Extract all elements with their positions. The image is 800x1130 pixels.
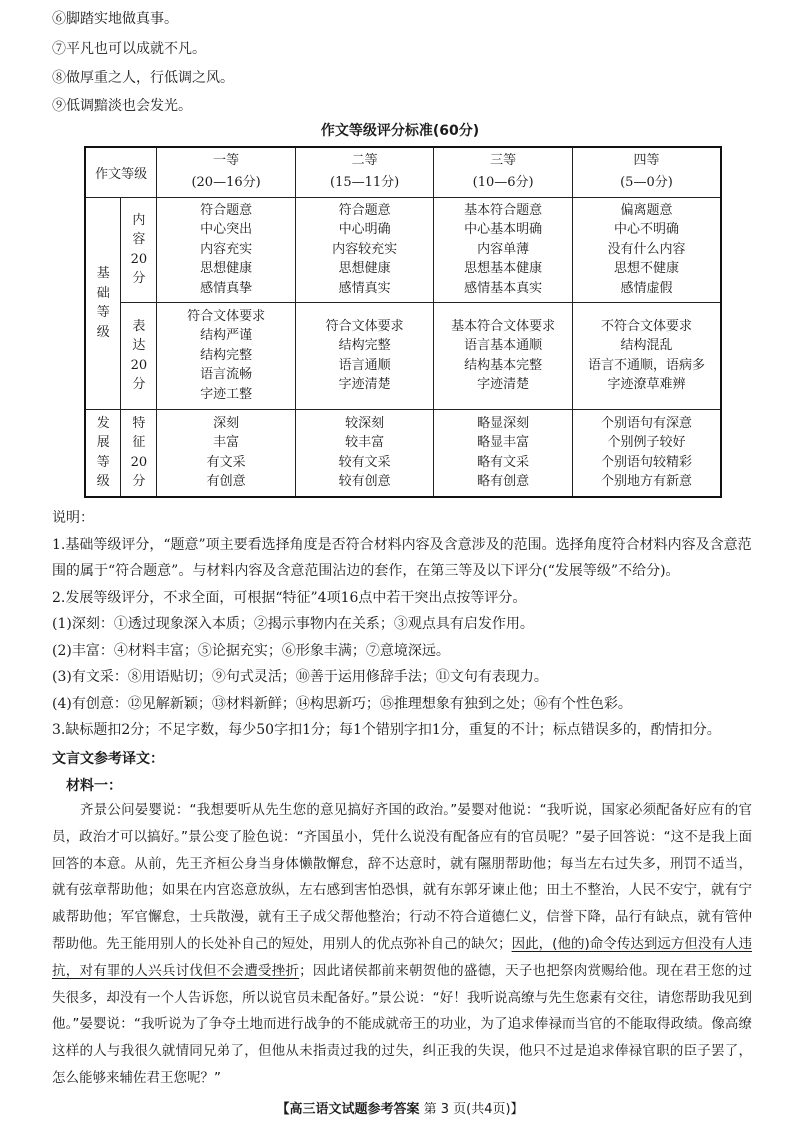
feature-label: 特 征 20 分 <box>121 409 157 497</box>
grade-col-1: 一等 (20—16分) <box>157 147 296 197</box>
translation-underlined: 因此，(他的)命令传达到远方但没有人违抗，对有罪的人兴兵讨伐但不会遭受挫折 <box>52 935 752 979</box>
translation-paragraph <box>52 797 752 1092</box>
feature-grade-1: 深刻 丰富 有文采 有创意 <box>157 409 296 497</box>
content-grade-1: 符合题意 中心突出 内容充实 思想健康 感情真挚 <box>157 197 296 302</box>
feature-grade-4: 个别语句有深意 个别例子较好 个别语句较精彩 个别地方有新意 <box>572 409 721 497</box>
note-2-3: (3)有文采：⑧用语贴切；⑨句式灵活；⑩善于运用修辞手法；⑪文句有表现力。 <box>52 669 548 685</box>
content-grade-4: 偏离题意 中心不明确 没有什么内容 思想不健康 感情虚假 <box>572 197 721 302</box>
grade-col-4: 四等 (5—0分) <box>572 147 721 197</box>
note-2-1: (1)深刻：①透过现象深入本质；②揭示事物内在关系；③观点具有启发作用。 <box>52 616 534 632</box>
material-one-heading: 材料一： <box>66 778 122 794</box>
content-grade-3: 基本符合题意 中心基本明确 内容单薄 思想基本健康 感情基本真实 <box>434 197 573 302</box>
expression-label: 表 达 20 分 <box>121 302 157 409</box>
essay-title-option-9: ⑨低调黯淡也会发光。 <box>52 98 192 114</box>
essay-title-option-7: ⑦平凡也可以成就不凡。 <box>52 41 206 57</box>
table-header-row <box>85 147 721 197</box>
expression-row <box>85 302 721 409</box>
grading-table-title: 作文等级评分标准(60分) <box>320 123 480 139</box>
essay-title-option-6: ⑥脚踏实地做真事。 <box>52 11 178 27</box>
expression-grade-2: 符合文体要求 结构完整 语言通顺 字迹清楚 <box>295 302 434 409</box>
expression-grade-1: 符合文体要求 结构严谨 结构完整 语言流畅 字迹工整 <box>157 302 296 409</box>
note-2-2: (2)丰富：④材料丰富；⑤论据充实；⑥形象丰满；⑦意境深远。 <box>52 642 450 659</box>
development-level-label: 发 展 等 级 <box>85 409 121 497</box>
grade-header-label: 作文等级 <box>85 147 157 197</box>
expression-grade-4: 不符合文体要求 结构混乱 语言不通顺，语病多 字迹潦草难辨 <box>572 302 721 409</box>
content-row <box>85 197 721 302</box>
feature-row <box>85 409 721 497</box>
translation-text-2: ；因此诸侯都前来朝贺他的盛德，天子也把祭肉赏赐给他。现在君王您的过失很多，却没有一个人告诉您，所以说官员未配备好。”景公说：“好！我听说高缭与先生您素有交往，请您帮助我见到他。”晏婴说：“我听说为了争夺土地而进行战争的不能成就帝王的功业，为了追求俸禄而当官的不能取得政绩。像高缭这样的人与我很久就情同兄弟了，但他从未指责过我的过失，纠正我的失误，他只不过是追求俸禄官职的臣子罢了，怎么能够来辅佐君王您呢？” <box>52 962 752 1086</box>
note-3: 3.缺标题扣2分；不足字数，每少50字扣1分；每1个错别字扣1分，重复的不计；标点错误多的，酌情扣分。 <box>52 722 721 738</box>
footer-page-number: 第 3 页(共4页)】 <box>423 1102 524 1117</box>
content-grade-2: 符合题意 中心明确 内容较充实 思想健康 感情真实 <box>295 197 434 302</box>
footer-title: 【高三语文试题参考答案 <box>276 1102 420 1117</box>
note-2-4: (4)有创意：⑫见解新颖；⑬材料新鲜；⑭构思新巧；⑮推理想象有独到之处；⑯有个性色彩。 <box>52 695 632 712</box>
grading-table <box>84 146 722 498</box>
feature-grade-2: 较深刻 较丰富 较有文采 较有创意 <box>295 409 434 497</box>
note-2: 2.发展等级评分，不求全面，可根据“特征”4项16点中若干突出点按等评分。 <box>52 589 527 606</box>
translation-text-1: 齐景公问晏婴说：“我想要听从先生您的意见搞好齐国的政治。”晏婴对他说：“我听说，国家必须配备好应有的官员，政治才可以搞好。”景公变了脸色说：“齐国虽小，凭什么说没有配备应有的官员呢？”晏子回答说：“这不是我上面回答的本意。从前，先王齐桓公身当身体懒散懈怠，辞不达意时，就有隰朋帮助他；每当左右过失多，刑罚不适当，就有弦章帮助他；如果在内宫恣意放纵，左右感到害怕恐惧，就有东郭牙谏止他；田土不整治，人民不安宁，就有宁戚帮助他；军官懈怠，士兵散漫，就有王子成父帮他整治；行动不符合道德仁义，信誉下降，品行有缺点，就有管仲帮助他。先王能用别人的长处补自己的短处，用别人的优点弥补自己的缺欠； <box>52 802 752 952</box>
basic-level-label: 基 础 等 级 <box>85 197 121 409</box>
wenyan-heading: 文言文参考译文： <box>52 751 164 767</box>
note-1: 1.基础等级评分，“题意”项主要看选择角度是否符合材料内容及含意涉及的范围。选择角度符合材料内容及含意范围的属于“符合题意”。与材料内容及含意范围沾边的套作，在第三等及以下评分(“发展等级”不给分)。 <box>52 536 752 579</box>
page-footer <box>0 1098 800 1117</box>
expression-grade-3: 基本符合文体要求 语言基本通顺 结构基本完整 字迹清楚 <box>434 302 573 409</box>
content-label: 内 容 20 分 <box>121 197 157 302</box>
grading-notes <box>52 505 752 744</box>
essay-title-option-8: ⑧做厚重之人，行低调之风。 <box>52 70 234 86</box>
feature-grade-3: 略显深刻 略显丰富 略有文采 略有创意 <box>434 409 573 497</box>
grade-col-2: 二等 (15—11分) <box>295 147 434 197</box>
grade-col-3: 三等 (10—6分) <box>434 147 573 197</box>
notes-heading: 说明： <box>52 510 94 526</box>
